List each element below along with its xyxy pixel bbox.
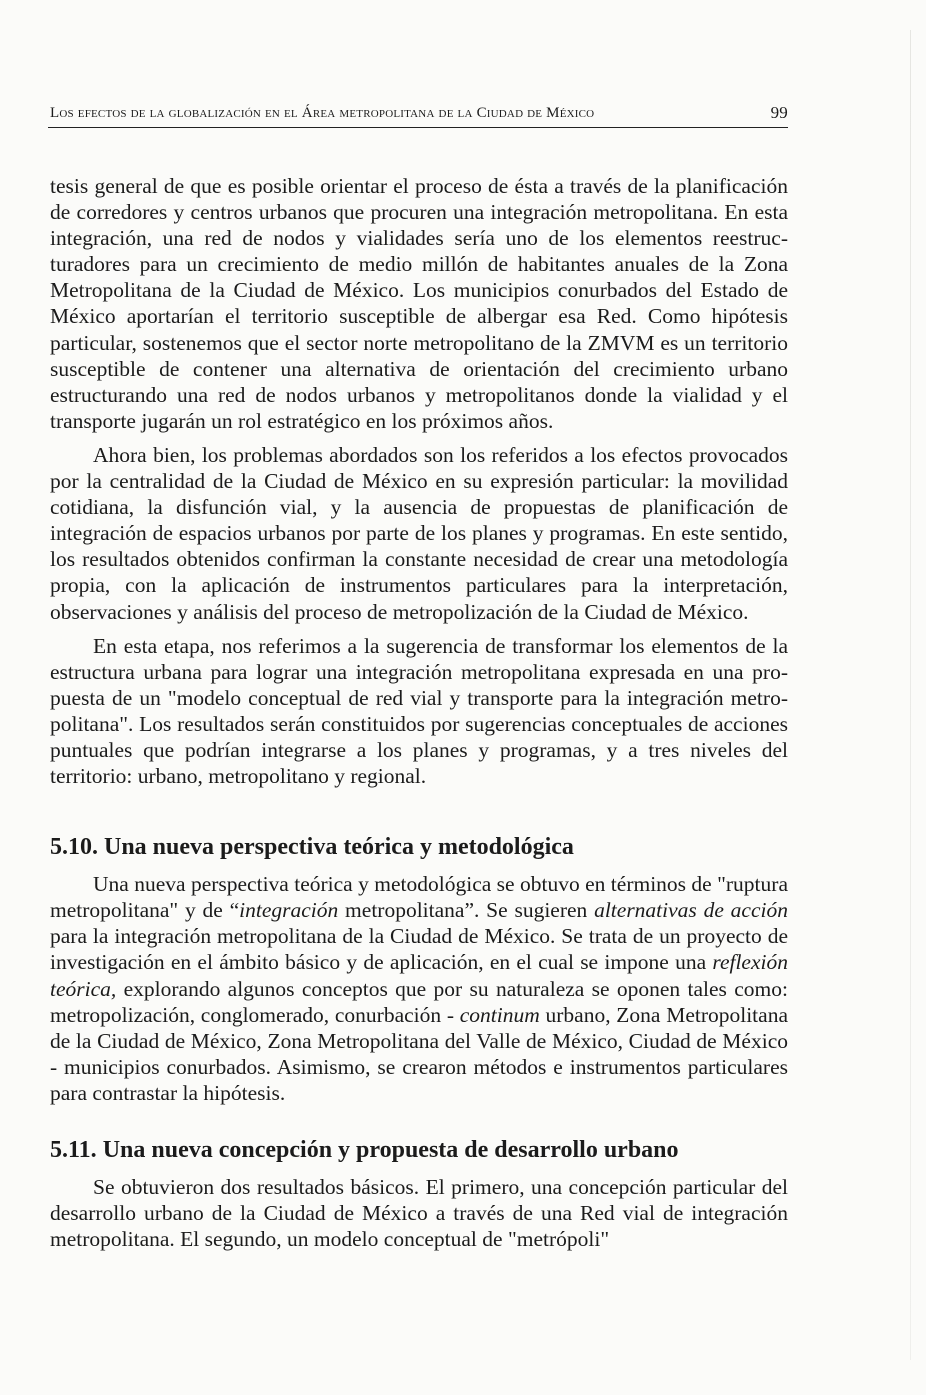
paragraph-results: Se obtuvieron dos resultados básicos. El primero, una concepción particular del desarrollo urbano de la Ciudad de México a través de una Red vial de integración metropolitana. El segundo, un modelo conceptual de "metrópoli" — [50, 1175, 788, 1252]
section-number: 5.11. — [50, 1137, 97, 1163]
section-number: 5.10. — [50, 834, 98, 861]
text-run: urbano, Zona Metropolitana de la Ciudad de México, Zona Metropolitana del Valle de México, Ciudad de México - municipios conurbados. Asimismo, se crearon métodos e instrumentos particulares para contrastar la hipótesis. — [50, 1002, 788, 1105]
text-run: explorando algunos conceptos que por su naturaleza se oponen tales como: metropolización, conglomerado, conurbación - — [50, 976, 788, 1027]
page-number: 99 — [770, 103, 788, 122]
running-header — [48, 103, 788, 128]
italic-term: alternativas de acción — [594, 898, 788, 923]
paragraph-stage: En esta etapa, nos referimos a la sugerencia de transformar los elementos de la estructura urbana para lograr una integración metropolitana expresada en una propuesta de un "modelo conceptual de red vial y transporte para la integración metropolitana". Los resultados serán constituidos por sugerencias conceptuales de acciones puntuales que podrían integrarse a los planes y programas, y a tres niveles del territorio: urbano, metropolitano y regional. — [50, 633, 788, 789]
italic-term: continum — [459, 1002, 540, 1027]
running-title: Los efectos de la globalización en el Área metropolitana de la Ciudad de México — [50, 105, 595, 121]
paragraph-problems: Ahora bien, los problemas abordados son los referidos a los efectos provocados por la centralidad de la Ciudad de México en su expresión particular: la movilidad cotidiana, la disfunción vial, y la ausencia de propuestas de planificación de integración de espacios urbanos por parte de los planes y programas. En este sentido, los resultados obtenidos confirman la constante necesidad de crear una metodología propia, con la aplicación de instrumentos particulares para la interpretación, observaciones y análisis del proceso de metropolización de la Ciudad de México. — [50, 442, 788, 624]
section-heading-5-10 — [50, 833, 788, 861]
text-run: metropolitana”. Se sugieren — [338, 898, 595, 923]
section-title: Una nueva perspectiva teórica y metodológica — [104, 834, 574, 861]
italic-term: reflexión teórica, — [50, 950, 788, 1001]
section-heading-5-11 — [50, 1136, 788, 1164]
italic-term: integración — [239, 898, 339, 923]
paragraph-continuation: tesis general de que es posible orientar el proceso de ésta a través de la planificación de corredores y centros urbanos que procuren una integración metropolitana. En esta integración, una red de nodos y vialidades sería uno de los elementos reestructuradores para un crecimiento de medio millón de habitantes anuales de la Zona Metropolitana de la Ciudad de México. Los municipios conurbados del Estado de México aportarían el territorio susceptible de albergar esa Red. Como hipótesis particular, sostenemos que el sector norte metropolitano de la ZMVM es un territorio susceptible de contener una alternativa de orientación del crecimiento urbano estructurando una red de nodos urbanos y metropolitanos donde la vialidad y el transporte jugarán un rol estratégico en los próximos años. — [50, 174, 788, 433]
body-text — [50, 173, 788, 1260]
text-run: Una nueva perspectiva teórica y metodológica se obtuvo en términos de "ruptura metropolitana" y de “ — [50, 872, 788, 923]
paragraph-perspective — [50, 871, 788, 1106]
page-edge-shadow — [910, 30, 911, 1360]
text-run: para la integración metropolitana de la Ciudad de México. Se trata de un proyecto de investigación en el ámbito básico y de aplicación, en el cual se impone una — [50, 924, 788, 975]
section-title: Una nueva concepción y propuesta de desarrollo urbano — [102, 1137, 679, 1163]
